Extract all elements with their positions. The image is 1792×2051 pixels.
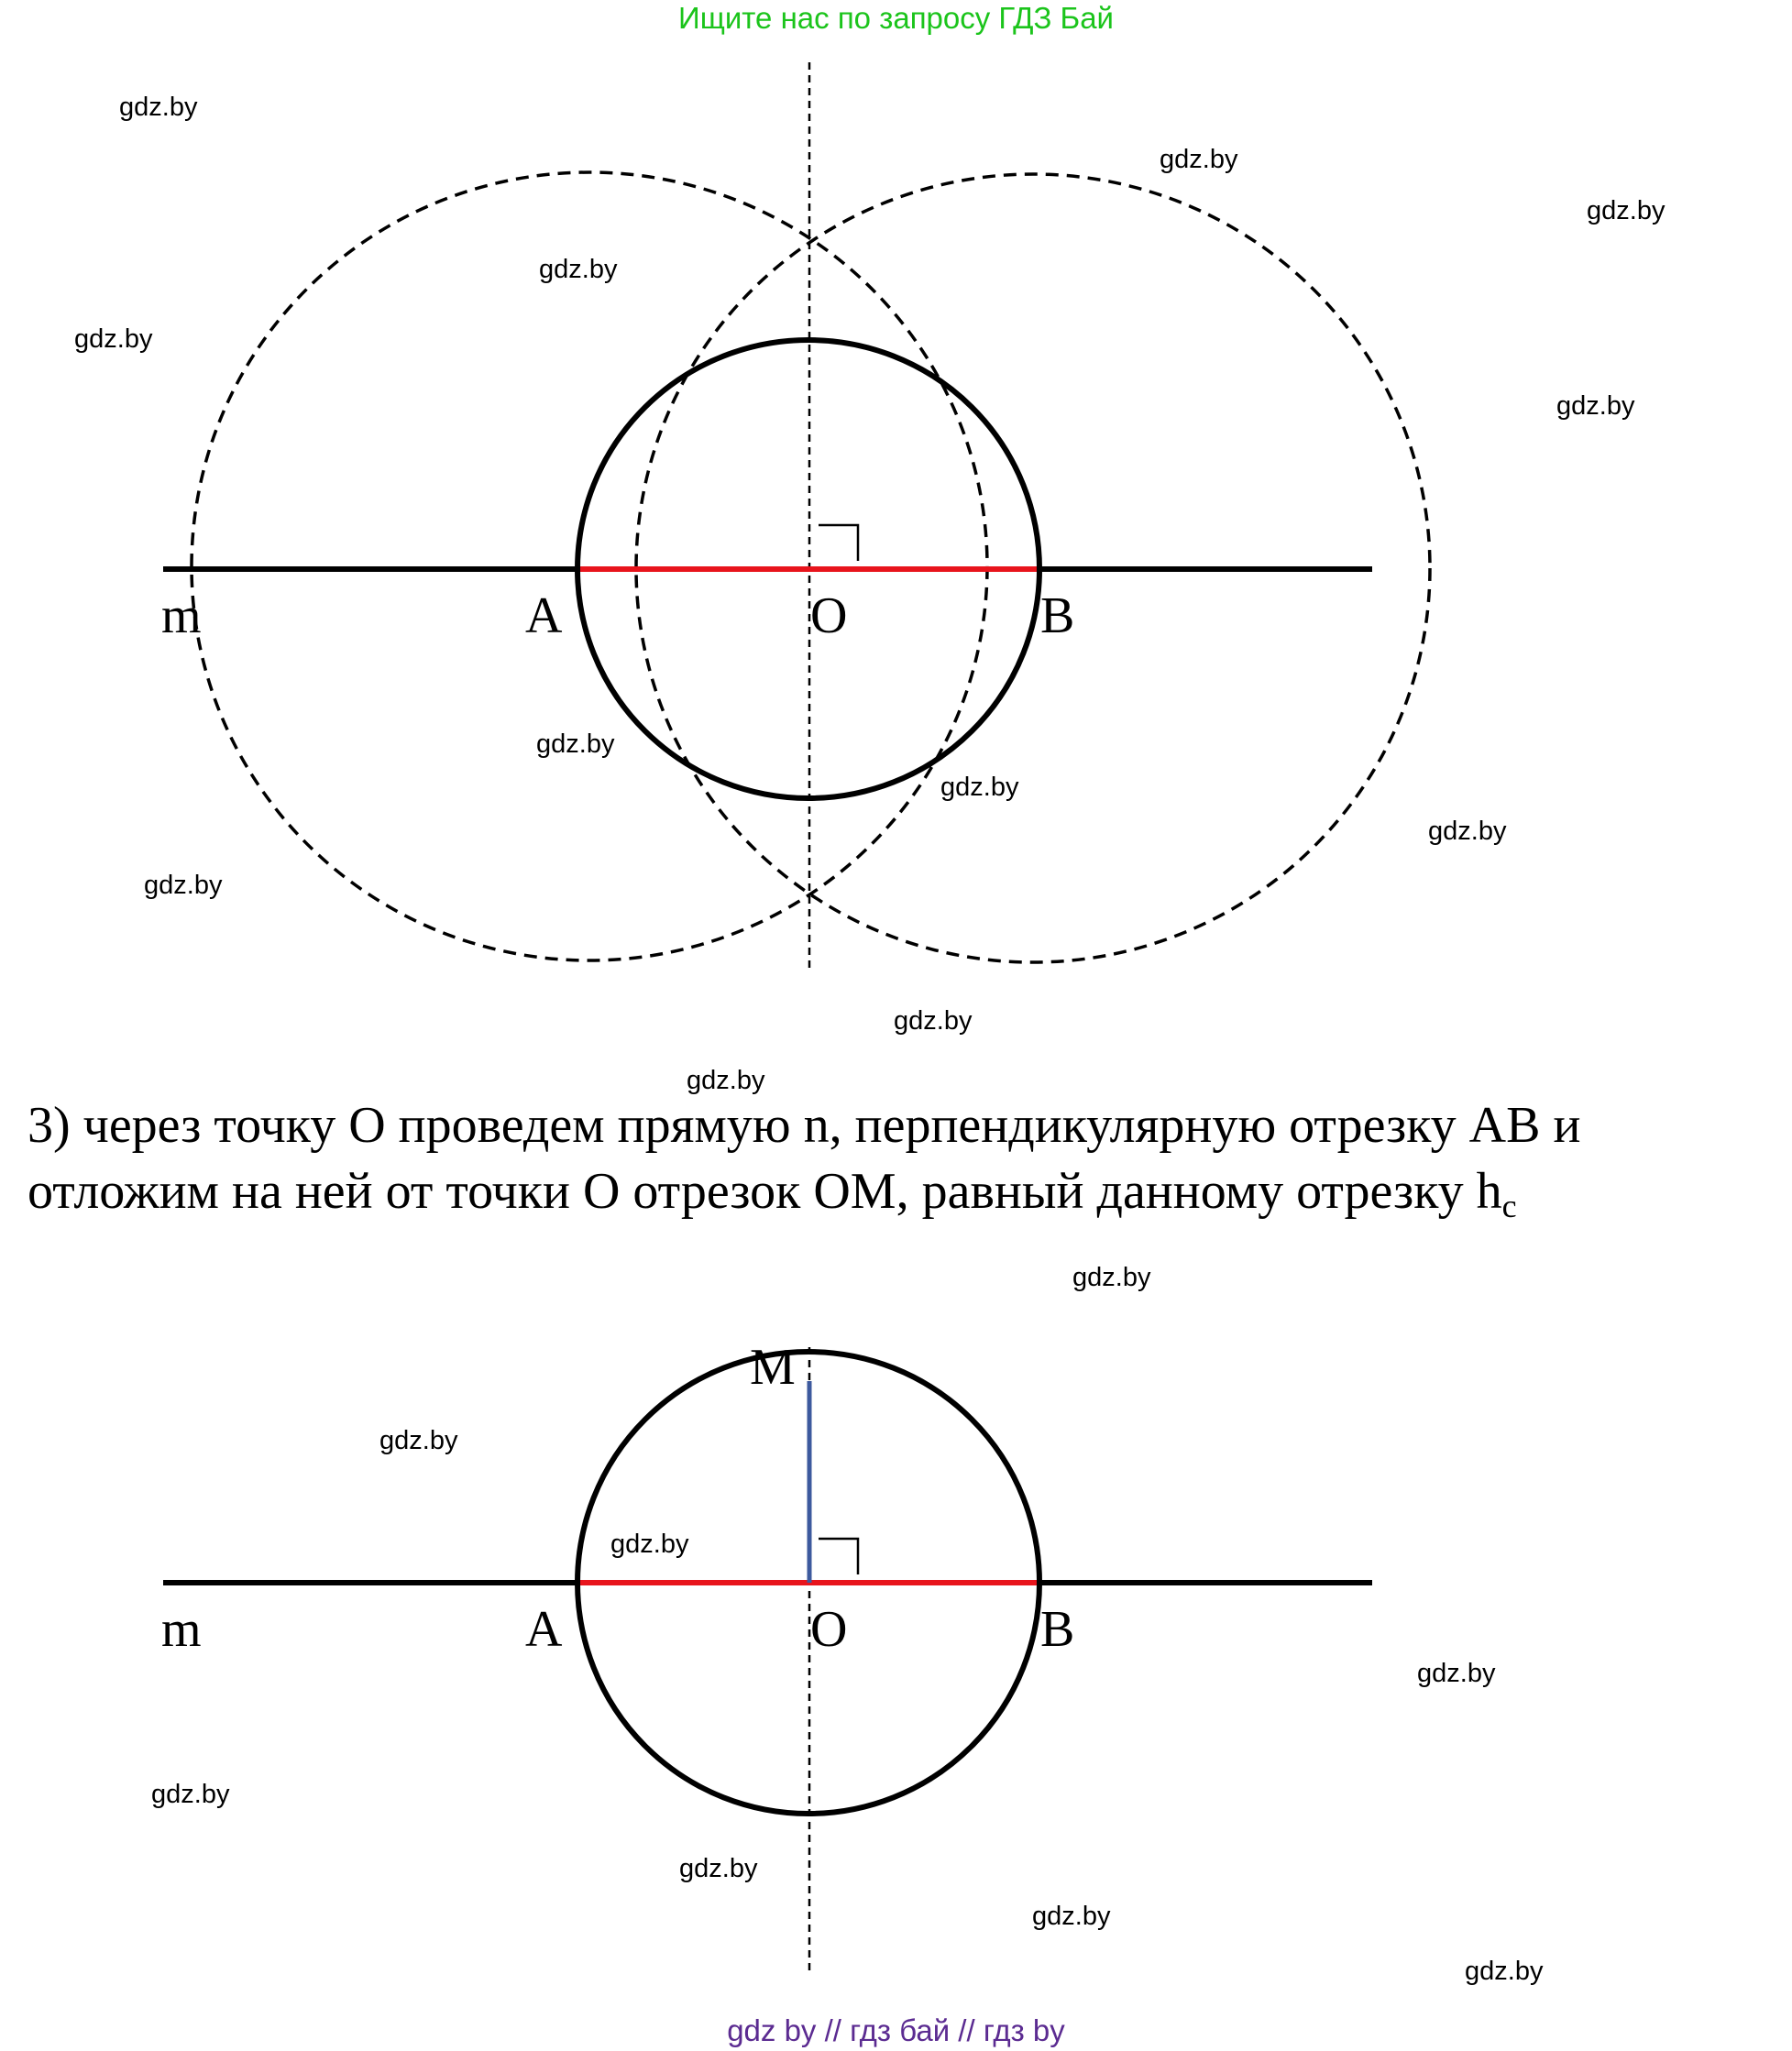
label-point-m: M bbox=[750, 1339, 796, 1396]
watermark: gdz.by bbox=[610, 1530, 689, 1559]
watermark: gdz.by bbox=[379, 1426, 458, 1455]
watermark: gdz.by bbox=[536, 729, 615, 759]
watermark: gdz.by bbox=[1032, 1902, 1111, 1931]
figure-1 bbox=[161, 62, 1430, 970]
label-m-2: m bbox=[161, 1601, 202, 1658]
step-3-subscript: c bbox=[1501, 1188, 1517, 1224]
label-a: A bbox=[525, 587, 563, 644]
watermark: gdz.by bbox=[1556, 391, 1635, 421]
label-m: m bbox=[161, 587, 202, 644]
watermark: gdz.by bbox=[1428, 817, 1507, 846]
watermark: gdz.by bbox=[1587, 196, 1666, 225]
watermark: gdz.by bbox=[151, 1780, 230, 1809]
label-b-2: B bbox=[1040, 1601, 1075, 1658]
label-o: O bbox=[810, 587, 848, 644]
header-banner: Ищите нас по запросу ГДЗ Бай bbox=[678, 1, 1114, 35]
label-b: B bbox=[1040, 587, 1075, 644]
footer-banner: gdz by // гдз бай // гдз by bbox=[727, 2013, 1065, 2047]
step-3-text bbox=[27, 1092, 1769, 1239]
watermark: gdz.by bbox=[687, 1066, 765, 1095]
watermark: gdz.by bbox=[1417, 1659, 1496, 1688]
watermark: gdz.by bbox=[1072, 1263, 1151, 1292]
watermark: gdz.by bbox=[1160, 145, 1238, 174]
watermark: gdz.by bbox=[679, 1854, 758, 1883]
label-a-2: A bbox=[525, 1601, 563, 1658]
watermark: gdz.by bbox=[1465, 1957, 1544, 1986]
watermark: gdz.by bbox=[940, 773, 1019, 802]
right-angle-mark-2 bbox=[819, 1539, 858, 1574]
watermark: gdz.by bbox=[144, 871, 223, 900]
right-angle-mark bbox=[819, 525, 858, 561]
figure-2 bbox=[161, 1339, 1372, 1970]
watermark: gdz.by bbox=[539, 255, 618, 284]
watermark: gdz.by bbox=[894, 1006, 973, 1036]
watermark: gdz.by bbox=[74, 324, 153, 354]
watermark: gdz.by bbox=[119, 93, 198, 122]
label-o-2: O bbox=[810, 1601, 848, 1658]
step-3-main: 3) через точку O проведем прямую n, перпендикулярную отрезку AB и отложим на ней от точки O отрезок OM, равный данному отрезку h bbox=[27, 1097, 1581, 1220]
